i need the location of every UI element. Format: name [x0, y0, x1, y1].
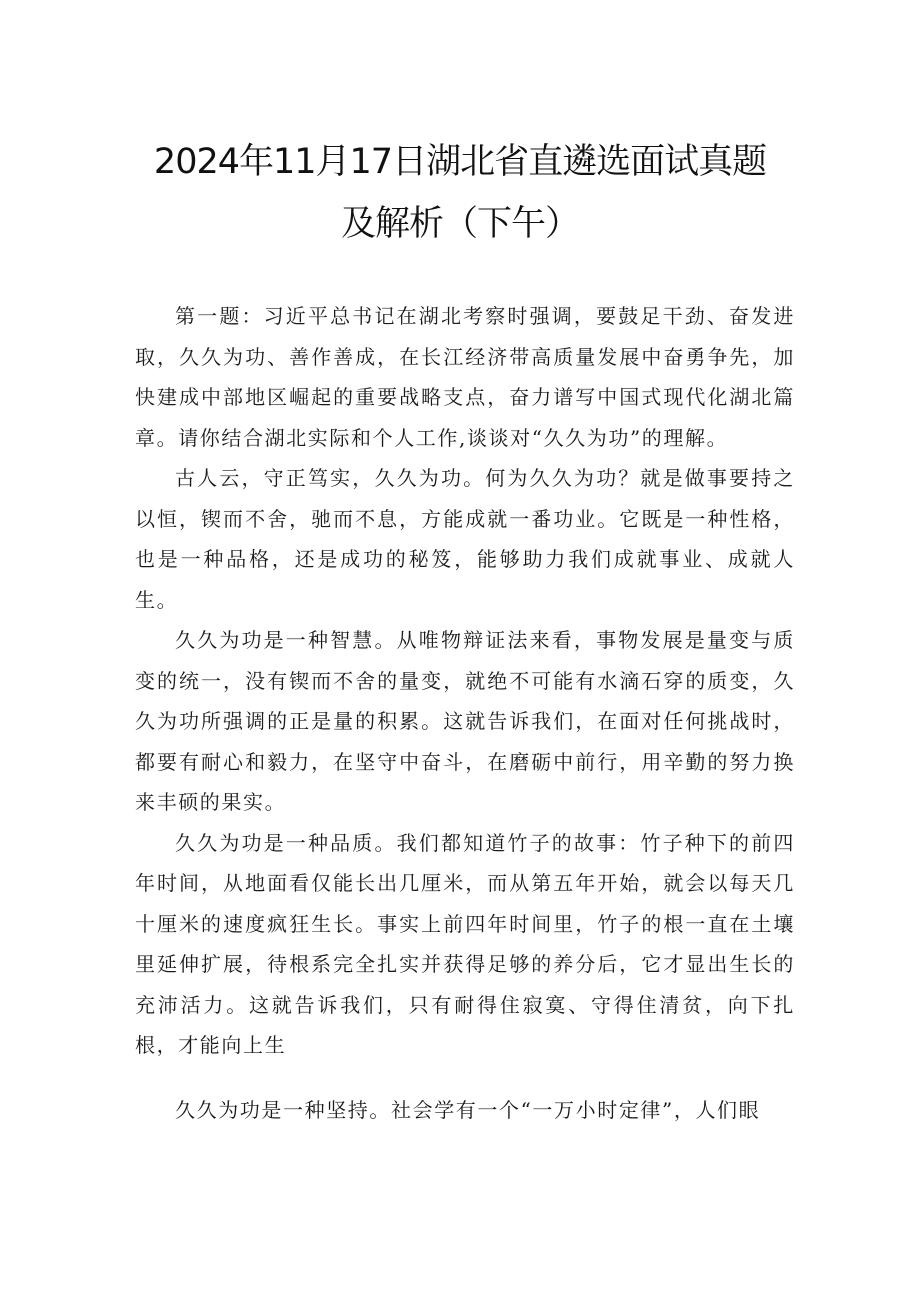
document-title-line-2: 及解析（下午） [340, 204, 579, 244]
paragraph-question-1: 第一题：习近平总书记在湖北考察时强调，要鼓足干劲、奋发进取，久久为功、善作善成，在长江经济带高质量发展中奋勇争先，加快建成中部地区崛起的重要战略支点，奋力谱写中国式现代化湖北篇章。请你结合湖北实际和个人工作,谈谈对“久久为功”的理解。 [135, 304, 795, 450]
paragraph-wisdom: 久久为功是一种智慧。从唯物辩证法来看，事物发展是量变与质变的统一，没有锲而不舍的量变，就绝不可能有水滴石穿的质变，久久为功所强调的正是量的积累。这就告诉我们，在面对任何挑战时，都要有耐心和毅力，在坚守中奋斗，在磨砺中前行，用辛勤的努力换来丰硕的果实。 [135, 628, 795, 814]
paragraph-quality: 久久为功是一种品质。我们都知道竹子的故事：竹子种下的前四年时间，从地面看仅能长出几厘米，而从第五年开始，就会以每天几十厘米的速度疯狂生长。事实上前四年时间里，竹子的根一直在土壤里延伸扩展，待根系完全扎实并获得足够的养分后，它才显出生长的充沛活力。这就告诉我们，只有耐得住寂寞、守得住清贫，向下扎根，才能向上生 [135, 830, 795, 1057]
document-title-line-1: 2024年11月17日湖北省直遴选面试真题 [153, 142, 767, 182]
document-body [135, 296, 795, 1130]
paragraph-intro: 古人云，守正笃实，久久为功。何为久久为功？就是做事要持之以恒，锲而不舍，驰而不息，方能成就一番功业。它既是一种性格，也是一种品格，还是成功的秘笈，能够助力我们成就事业、成就人生。 [135, 466, 795, 612]
paragraph-persistence: 久久为功是一种坚持。社会学有一个“一万小时定律”，人们眼 [175, 1097, 761, 1122]
